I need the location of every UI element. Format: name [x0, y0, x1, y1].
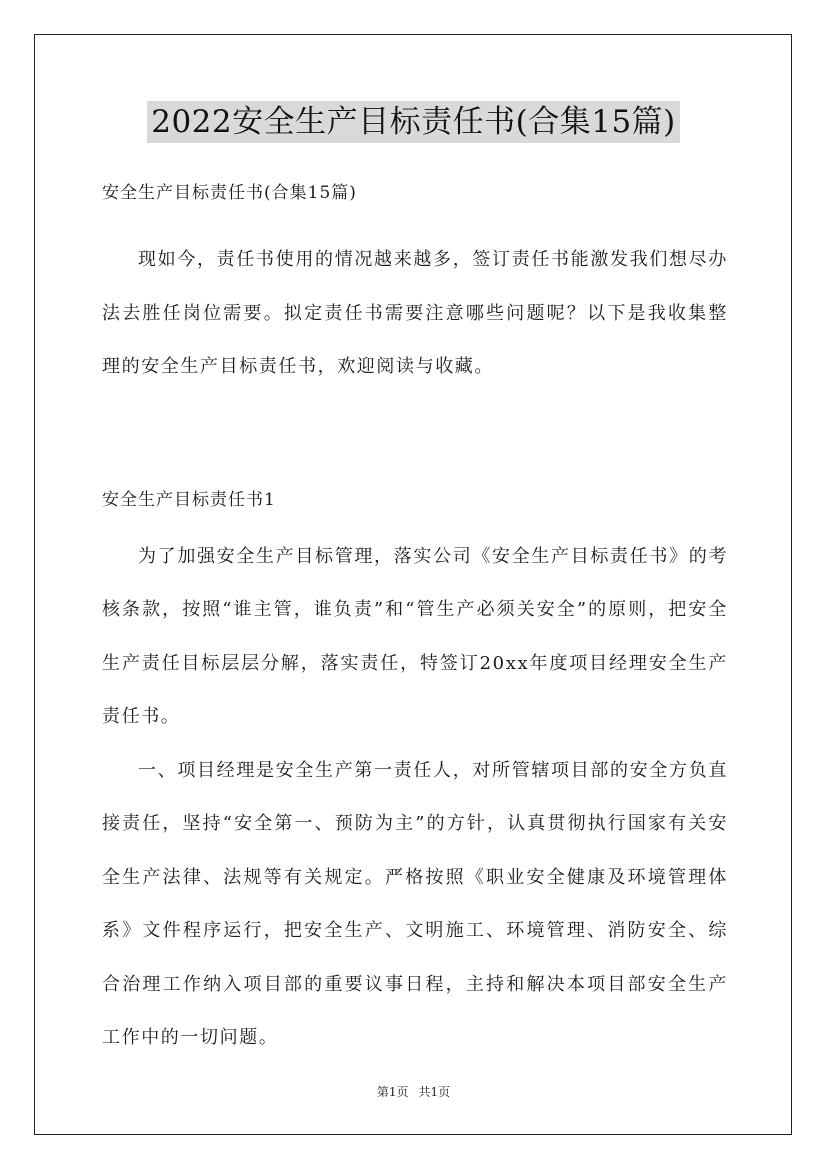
page-footer [0, 1084, 827, 1100]
intro-paragraph: 现如今，责任书使用的情况越来越多，签订责任书能激发我们想尽办法去胜任岗位需要。拟定责任书需要注意哪些问题呢？以下是我收集整理的安全生产目标责任书，欢迎阅读与收藏。 [102, 249, 728, 377]
page-number-total: 共1页 [418, 1085, 451, 1099]
document-subtitle: 安全生产目标责任书(合集15篇) [102, 183, 357, 203]
section-heading: 安全生产目标责任书1 [102, 489, 276, 510]
document-body [102, 180, 728, 1065]
section-paragraph-2: 一、项目经理是安全生产第一责任人，对所管辖项目部的安全方负直接责任，坚持“安全第一、预防为主”的方针，认真贯彻执行国家有关安全生产法律、法规等有关规定。严格按照《职业安全健康及环境管理体系》文件程序运行，把安全生产、文明施工、环境管理、消防安全、综合治理工作纳入项目部的重要议事日程，主持和解决本项目部安全生产工作中的一切问题。 [102, 759, 728, 1048]
page-number-current: 第1页 [376, 1085, 409, 1099]
section-paragraph-1: 为了加强安全生产目标管理，落实公司《安全生产目标责任书》的考核条款，按照“谁主管，谁负责”和“管生产必须关安全”的原则，把安全生产责任目标层层分解，落实责任，特签订20xx年度项目经理安全生产责任书。 [102, 545, 728, 727]
title-container [0, 101, 827, 143]
document-title: 2022安全生产目标责任书(合集15篇) [147, 101, 680, 143]
